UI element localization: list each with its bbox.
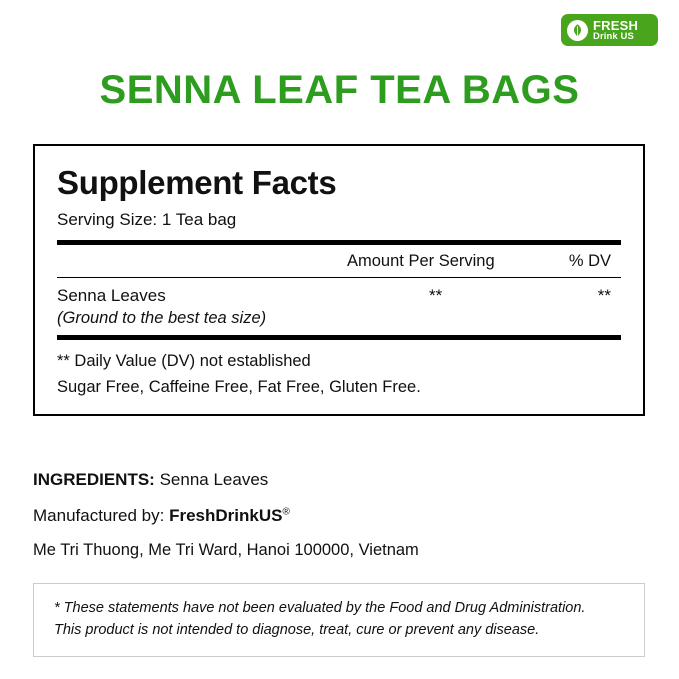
brand-name-line1: FRESH: [593, 17, 639, 33]
manufacturer-line: [33, 506, 290, 526]
ingredients-line: [33, 470, 268, 490]
manufacturer-address: Me Tri Thuong, Me Tri Ward, Hanoi 100000, Vietnam: [33, 541, 419, 559]
nutrient-amount: **: [429, 286, 443, 305]
disclaimer-line-1: * These statements have not been evaluated by the Food and Drug Administration.: [54, 600, 586, 616]
column-header-amount: Amount Per Serving: [347, 252, 495, 270]
column-header-dv: % DV: [568, 252, 611, 270]
supplement-facts-header-row: [57, 245, 621, 277]
ingredients-label: INGREDIENTS:: [33, 470, 155, 489]
page-title: SENNA LEAF TEA BAGS: [99, 68, 580, 112]
leaf-icon: [567, 20, 588, 41]
brand-name-line2: Drink US: [593, 30, 634, 42]
supplement-facts-footnotes: [57, 340, 621, 400]
manufacturer-label: Manufactured by:: [33, 506, 165, 525]
footnote-free-claims: Sugar Free, Caffeine Free, Fat Free, Gluten Free.: [57, 377, 421, 396]
nutrient-subtext: (Ground to the best tea size): [57, 309, 267, 327]
supplement-facts-panel: [33, 144, 645, 416]
footnote-daily-value: ** Daily Value (DV) not established: [57, 352, 311, 370]
manufacturer-name: FreshDrinkUS: [169, 506, 283, 525]
fda-disclaimer: [33, 583, 645, 657]
registered-trademark-icon: ®: [282, 506, 290, 518]
supplement-facts-heading: Supplement Facts: [57, 164, 337, 201]
disclaimer-line-2: This product is not intended to diagnose, treat, cure or prevent any disease.: [54, 622, 540, 639]
ingredients-value: Senna Leaves: [159, 470, 269, 489]
nutrient-dv: **: [597, 286, 611, 305]
serving-size: Serving Size: 1 Tea bag: [57, 210, 237, 229]
nutrient-name: Senna Leaves: [57, 286, 166, 305]
table-row: [57, 278, 621, 335]
brand-badge: [561, 14, 658, 46]
